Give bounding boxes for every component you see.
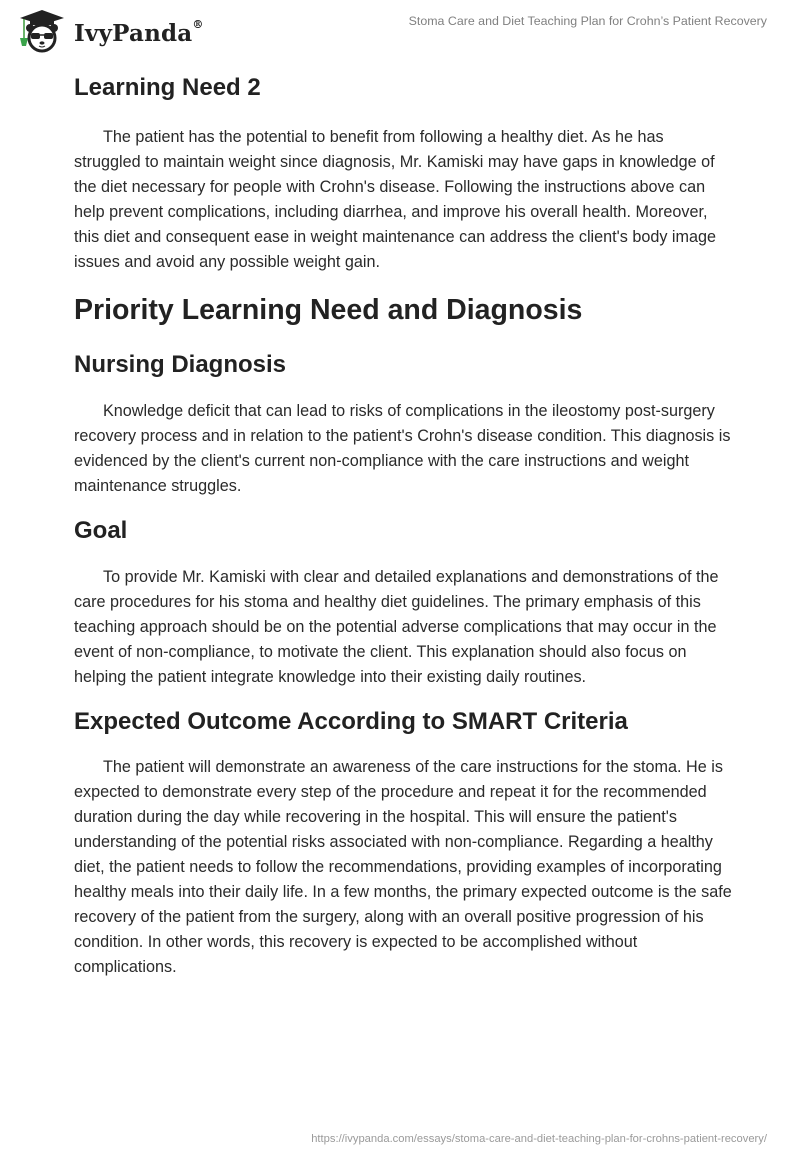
section-paragraph-nursing-diagnosis: Knowledge deficit that can lead to risks of complications in the ileostomy post-surgery recovery process and in relation to the patient's Crohn's disease condition. This diagnosis is evidenced by the client's current non-compliance with the care instructions and weight maintenance struggles. [74,401,731,495]
panda-graduate-icon [16,8,68,54]
essay-content [74,70,734,980]
source-url-link[interactable]: https://ivypanda.com/essays/stoma-care-and-diet-teaching-plan-for-crohns-patient-recovery/ [311,1133,767,1145]
section-paragraph-learning-need-2: The patient has the potential to benefit from following a healthy diet. As he has struggled to maintain weight since diagnosis, Mr. Kamiski may have gaps in knowledge of the diet necessary for people with Crohn's disease. Following the instructions above can help prevent complications, including diarrhea, and improve his overall health. Moreover, this diet and consequent ease in weight maintenance can address the client's body image issues and avoid any possible weight gain. [74,127,717,271]
section-heading-priority-learning-need: Priority Learning Need and Diagnosis [74,293,583,326]
page-header [0,0,800,62]
section-paragraph-goal: To provide Mr. Kamiski with clear and detailed explanations and demonstrations of the care procedures for his stoma and healthy diet guidelines. The primary emphasis of this teaching approach should be on the potential adverse complications that may occur in the event of non-compliance, to motivate the client. This explanation should also focus on helping the patient integrate knowledge into their existing daily routines. [74,567,719,686]
section-heading-nursing-diagnosis: Nursing Diagnosis [74,350,287,378]
section-heading-goal: Goal [74,516,128,544]
section-heading-expected-outcome: Expected Outcome According to SMART Criteria [74,707,628,735]
brand-name: IvyPanda® [74,17,204,47]
ivypanda-logo[interactable] [16,8,204,54]
document-title: Stoma Care and Diet Teaching Plan for Crohn’s Patient Recovery [408,14,767,28]
section-paragraph-expected-outcome: The patient will demonstrate an awareness of the care instructions for the stoma. He is expected to demonstrate every step of the procedure and repeat it for the recommended duration during the day while recovering in the hospital. This will ensure the patient's understanding of the potential risks associated with non-compliance. Regarding a healthy diet, the patient needs to follow the recommendations, providing examples of incorporating healthy meals into their daily life. In a few months, the primary expected outcome is the safe recovery of the patient from the surgery, along with an overall positive progression of his condition. In other words, this recovery is expected to be accomplished without complications. [74,758,732,977]
section-heading-learning-need-2: Learning Need 2 [74,74,261,101]
